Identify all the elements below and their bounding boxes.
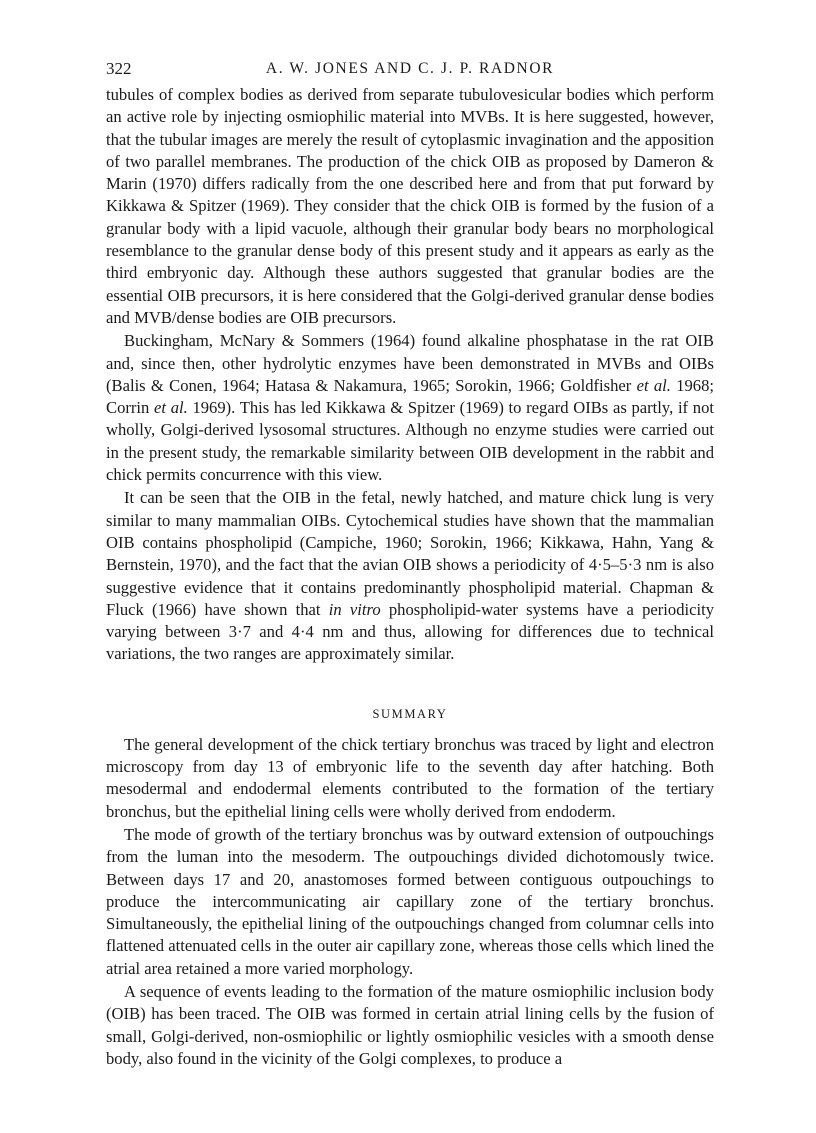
paragraph-3-text-a: It can be seen that the OIB in the fetal, newly hatched, and mature chick lung is very similar to many mammalian OIBs. Cytochemical studies have shown that the mammalian OIB contains phospholipid (Campiche, 1960; Sorokin, 1966; Kikkawa, Hahn, Yang & Bernstein, 1970), and the fact that the avian OIB shows a periodicity of 4·5–5·3 nm is also suggestive evidence that it contains predominantly phospholipid material. Chapman & Fluck (1966) have shown that bbox=[106, 488, 714, 619]
paragraph-2-text-a: Buckingham, McNary & Sommers (1964) found alkaline phosphatase in the rat OIB and, since then, other hydrolytic enzymes have been demonstrated in MVBs and OIBs (Balis & Conen, 1964; Hatasa & Nakamura, 1965; Sorokin, 1966; Goldfisher bbox=[106, 331, 714, 395]
running-head: A. W. JONES AND C. J. P. RADNOR bbox=[265, 60, 555, 77]
page bbox=[106, 58, 714, 1070]
paragraph-3-text-b: phospholipid-water systems have a periodicity varying between 3·7 and 4·4 nm and thus, allowing for differences due to technical variations, the two ranges are approximately similar. bbox=[106, 599, 714, 664]
summary-paragraph-1: The general development of the chick tertiary bronchus was traced by light and electron microscopy from day 13 of embryonic life to the seventh day after hatching. Both mesodermal and endodermal elements contributed to the formation of the tertiary bronchus, but the epithelial lining cells were wholly derived from endoderm. bbox=[106, 734, 714, 821]
page-number: 322 bbox=[106, 59, 132, 78]
paragraph-2-text-b: 1968; Corrin bbox=[106, 375, 714, 418]
paragraph-2-italic-1: et al. bbox=[636, 375, 671, 395]
paragraph-2-italic-2: et al. bbox=[154, 398, 188, 418]
summary-heading: SUMMARY bbox=[372, 706, 448, 721]
body-paragraph-1: tubules of complex bodies as derived from separate tubulovesicular bodies which perform an active role by injecting osmiophilic material into MVBs. It is here suggested, however, that the tubular images are merely the result of cytoplasmic invagination and the apposition of two parallel membranes. The production of the chick OIB as proposed by Dameron & Marin (1970) differs radically from the one described here and from that put forward by Kikkawa & Spitzer (1969). They consider that the chick OIB is formed by the fusion of a granular body with a lipid vacuole, although their granular body bears no morphological resemblance to the granular dense body of this present study and it appears as early as the third embryonic day. Although these authors suggested that granular bodies are the essential OIB precursors, it is here considered that the Golgi-derived granular dense bodies and MVB/dense bodies are OIB precursors. bbox=[106, 85, 714, 327]
paragraph-2-text-c: 1969). This has led Kikkawa & Spitzer (1969) to regard OIBs as partly, if not wholly, Golgi-derived lysosomal structures. Although no enzyme studies were carried out in the present study, the remarkable similarity between OIB development in the rabbit and chick permits concurrence with this view. bbox=[106, 398, 714, 485]
summary-paragraph-2: The mode of growth of the tertiary bronchus was by outward extension of outpouchings from the luman into the mesoderm. The outpouchings divided dichotomously twice. Between days 17 and 20, anastomoses formed between contiguous outpouchings to produce the intercommunicating air capillary zone of the tertiary bronchus. Simultaneously, the epithelial lining of the outpouchings changed from columnar cells into flattened attenuated cells in the outer air capillary zone, whereas those cells which lined the atrial area retained a more varied morphology. bbox=[106, 824, 714, 978]
paragraph-3-italic-1: in vitro bbox=[328, 599, 381, 619]
page-header bbox=[106, 58, 714, 84]
body-paragraph-3 bbox=[106, 487, 714, 665]
body-paragraph-2 bbox=[106, 330, 714, 486]
summary-paragraph-3: A sequence of events leading to the formation of the mature osmiophilic inclusion body (OIB) has been traced. The OIB was formed in certain atrial lining cells by the fusion of small, Golgi-derived, non-osmiophilic or lightly osmiophilic vesicles with a smooth dense body, also found in the vicinity of the Golgi complexes, to produce a bbox=[106, 981, 714, 1068]
